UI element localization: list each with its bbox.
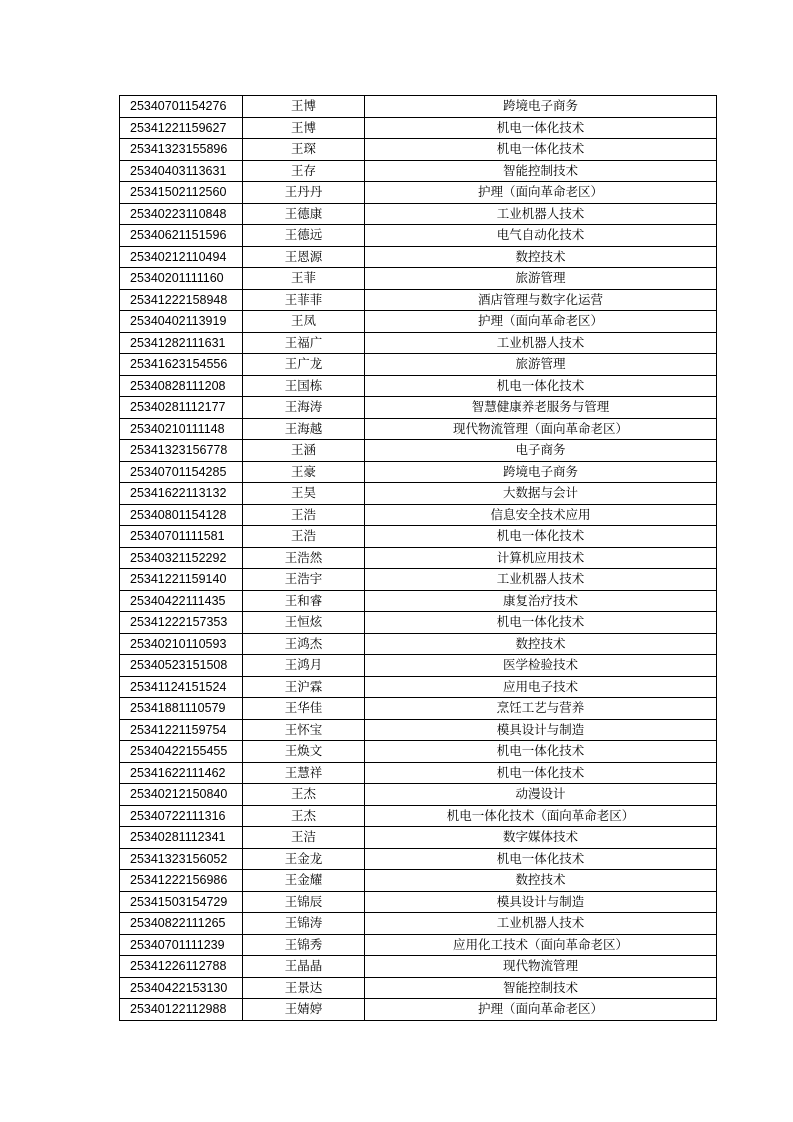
- major-cell: 机电一体化技术（面向革命老区）: [365, 805, 717, 827]
- major-cell: 数控技术: [365, 246, 717, 268]
- major-cell: 机电一体化技术: [365, 762, 717, 784]
- table-row: [120, 203, 717, 225]
- major-cell: 机电一体化技术: [365, 375, 717, 397]
- major-cell: 医学检验技术: [365, 655, 717, 677]
- student-name-cell: 王菲: [243, 268, 365, 290]
- student-id-cell: 25340403113631: [120, 160, 243, 182]
- student-id-cell: 25341881110579: [120, 698, 243, 720]
- major-cell: 康复治疗技术: [365, 590, 717, 612]
- student-name-cell: 王凤: [243, 311, 365, 333]
- student-name-cell: 王博: [243, 96, 365, 118]
- major-cell: 跨境电子商务: [365, 461, 717, 483]
- major-cell: 工业机器人技术: [365, 332, 717, 354]
- table-row: [120, 117, 717, 139]
- table-row: [120, 418, 717, 440]
- student-id-cell: 25340223110848: [120, 203, 243, 225]
- student-id-cell: 25340281112341: [120, 827, 243, 849]
- table-row: [120, 719, 717, 741]
- roster-table-body: [120, 96, 717, 1021]
- major-cell: 酒店管理与数字化运营: [365, 289, 717, 311]
- table-row: [120, 139, 717, 161]
- student-name-cell: 王怀宝: [243, 719, 365, 741]
- table-row: [120, 268, 717, 290]
- student-name-cell: 王昊: [243, 483, 365, 505]
- student-id-cell: 25340828111208: [120, 375, 243, 397]
- table-row: [120, 526, 717, 548]
- student-id-cell: 25341503154729: [120, 891, 243, 913]
- table-row: [120, 956, 717, 978]
- student-name-cell: 王浩: [243, 526, 365, 548]
- student-id-cell: 25340402113919: [120, 311, 243, 333]
- table-row: [120, 354, 717, 376]
- student-name-cell: 王德远: [243, 225, 365, 247]
- student-id-cell: 25340701154285: [120, 461, 243, 483]
- student-id-cell: 25341622111462: [120, 762, 243, 784]
- student-name-cell: 王浩: [243, 504, 365, 526]
- table-row: [120, 246, 717, 268]
- student-name-cell: 王福广: [243, 332, 365, 354]
- student-name-cell: 王海越: [243, 418, 365, 440]
- student-name-cell: 王国栋: [243, 375, 365, 397]
- major-cell: 智慧健康养老服务与管理: [365, 397, 717, 419]
- student-name-cell: 王华佳: [243, 698, 365, 720]
- major-cell: 机电一体化技术: [365, 741, 717, 763]
- student-name-cell: 王恒炫: [243, 612, 365, 634]
- student-id-cell: 25341222156986: [120, 870, 243, 892]
- table-row: [120, 762, 717, 784]
- table-row: [120, 289, 717, 311]
- table-row: [120, 784, 717, 806]
- table-row: [120, 676, 717, 698]
- major-cell: 电气自动化技术: [365, 225, 717, 247]
- student-name-cell: 王浩然: [243, 547, 365, 569]
- table-row: [120, 225, 717, 247]
- major-cell: 工业机器人技术: [365, 203, 717, 225]
- major-cell: 机电一体化技术: [365, 848, 717, 870]
- major-cell: 信息安全技术应用: [365, 504, 717, 526]
- student-name-cell: 王海涛: [243, 397, 365, 419]
- student-name-cell: 王沪霖: [243, 676, 365, 698]
- major-cell: 跨境电子商务: [365, 96, 717, 118]
- table-row: [120, 397, 717, 419]
- student-name-cell: 王菲菲: [243, 289, 365, 311]
- table-row: [120, 483, 717, 505]
- major-cell: 智能控制技术: [365, 160, 717, 182]
- student-name-cell: 王金龙: [243, 848, 365, 870]
- table-row: [120, 913, 717, 935]
- student-name-cell: 王博: [243, 117, 365, 139]
- roster-table: [119, 95, 717, 1021]
- table-row: [120, 977, 717, 999]
- student-id-cell: 25341282111631: [120, 332, 243, 354]
- major-cell: 护理（面向革命老区）: [365, 182, 717, 204]
- table-row: [120, 590, 717, 612]
- table-row: [120, 805, 717, 827]
- student-id-cell: 25340201111160: [120, 268, 243, 290]
- table-row: [120, 655, 717, 677]
- table-row: [120, 504, 717, 526]
- student-id-cell: 25340523151508: [120, 655, 243, 677]
- major-cell: 工业机器人技术: [365, 569, 717, 591]
- major-cell: 机电一体化技术: [365, 117, 717, 139]
- student-id-cell: 25341221159627: [120, 117, 243, 139]
- student-id-cell: 25340621151596: [120, 225, 243, 247]
- major-cell: 智能控制技术: [365, 977, 717, 999]
- table-row: [120, 569, 717, 591]
- major-cell: 旅游管理: [365, 268, 717, 290]
- major-cell: 动漫设计: [365, 784, 717, 806]
- student-name-cell: 王洁: [243, 827, 365, 849]
- student-id-cell: 25340212150840: [120, 784, 243, 806]
- student-name-cell: 王杰: [243, 784, 365, 806]
- major-cell: 数控技术: [365, 870, 717, 892]
- major-cell: 烹饪工艺与营养: [365, 698, 717, 720]
- table-row: [120, 999, 717, 1021]
- student-name-cell: 王景达: [243, 977, 365, 999]
- table-row: [120, 698, 717, 720]
- student-name-cell: 王存: [243, 160, 365, 182]
- student-name-cell: 王鸿杰: [243, 633, 365, 655]
- table-row: [120, 633, 717, 655]
- major-cell: 数控技术: [365, 633, 717, 655]
- student-id-cell: 25341222158948: [120, 289, 243, 311]
- student-name-cell: 王琛: [243, 139, 365, 161]
- student-id-cell: 25340422111435: [120, 590, 243, 612]
- student-id-cell: 25341221159754: [120, 719, 243, 741]
- major-cell: 现代物流管理（面向革命老区）: [365, 418, 717, 440]
- student-id-cell: 25340701154276: [120, 96, 243, 118]
- student-name-cell: 王锦秀: [243, 934, 365, 956]
- major-cell: 机电一体化技术: [365, 526, 717, 548]
- student-id-cell: 25340212110494: [120, 246, 243, 268]
- student-id-cell: 25341623154556: [120, 354, 243, 376]
- student-id-cell: 25340210111148: [120, 418, 243, 440]
- table-row: [120, 311, 717, 333]
- student-id-cell: 25341622113132: [120, 483, 243, 505]
- major-cell: 应用化工技术（面向革命老区）: [365, 934, 717, 956]
- student-id-cell: 25341323156052: [120, 848, 243, 870]
- table-row: [120, 375, 717, 397]
- major-cell: 现代物流管理: [365, 956, 717, 978]
- student-name-cell: 王金耀: [243, 870, 365, 892]
- student-name-cell: 王杰: [243, 805, 365, 827]
- table-row: [120, 612, 717, 634]
- table-row: [120, 870, 717, 892]
- major-cell: 大数据与会计: [365, 483, 717, 505]
- table-row: [120, 848, 717, 870]
- table-row: [120, 934, 717, 956]
- table-row: [120, 891, 717, 913]
- student-name-cell: 王锦涛: [243, 913, 365, 935]
- student-name-cell: 王广龙: [243, 354, 365, 376]
- table-row: [120, 332, 717, 354]
- student-id-cell: 25340701111239: [120, 934, 243, 956]
- student-name-cell: 王慧祥: [243, 762, 365, 784]
- student-name-cell: 王和睿: [243, 590, 365, 612]
- major-cell: 数字媒体技术: [365, 827, 717, 849]
- student-id-cell: 25341502112560: [120, 182, 243, 204]
- student-name-cell: 王晶晶: [243, 956, 365, 978]
- major-cell: 工业机器人技术: [365, 913, 717, 935]
- student-name-cell: 王锦辰: [243, 891, 365, 913]
- table-row: [120, 547, 717, 569]
- major-cell: 旅游管理: [365, 354, 717, 376]
- major-cell: 计算机应用技术: [365, 547, 717, 569]
- major-cell: 机电一体化技术: [365, 612, 717, 634]
- major-cell: 模具设计与制造: [365, 891, 717, 913]
- student-name-cell: 王浩宇: [243, 569, 365, 591]
- student-name-cell: 王鸿月: [243, 655, 365, 677]
- student-id-cell: 25340321152292: [120, 547, 243, 569]
- student-id-cell: 25341323156778: [120, 440, 243, 462]
- student-id-cell: 25340822111265: [120, 913, 243, 935]
- student-id-cell: 25340210110593: [120, 633, 243, 655]
- student-id-cell: 25340801154128: [120, 504, 243, 526]
- student-id-cell: 25340722111316: [120, 805, 243, 827]
- student-id-cell: 25341221159140: [120, 569, 243, 591]
- table-row: [120, 440, 717, 462]
- table-row: [120, 741, 717, 763]
- student-id-cell: 25341226112788: [120, 956, 243, 978]
- table-row: [120, 827, 717, 849]
- major-cell: 机电一体化技术: [365, 139, 717, 161]
- major-cell: 护理（面向革命老区）: [365, 311, 717, 333]
- student-id-cell: 25340701111581: [120, 526, 243, 548]
- student-id-cell: 25340122112988: [120, 999, 243, 1021]
- student-name-cell: 王德康: [243, 203, 365, 225]
- table-row: [120, 160, 717, 182]
- student-id-cell: 25340422155455: [120, 741, 243, 763]
- student-id-cell: 25341323155896: [120, 139, 243, 161]
- student-name-cell: 王婧婷: [243, 999, 365, 1021]
- student-name-cell: 王豪: [243, 461, 365, 483]
- major-cell: 电子商务: [365, 440, 717, 462]
- student-id-cell: 25341222157353: [120, 612, 243, 634]
- student-name-cell: 王焕文: [243, 741, 365, 763]
- table-row: [120, 182, 717, 204]
- student-name-cell: 王恩源: [243, 246, 365, 268]
- student-name-cell: 王丹丹: [243, 182, 365, 204]
- student-id-cell: 25340281112177: [120, 397, 243, 419]
- table-row: [120, 461, 717, 483]
- major-cell: 模具设计与制造: [365, 719, 717, 741]
- student-name-cell: 王涵: [243, 440, 365, 462]
- table-row: [120, 96, 717, 118]
- major-cell: 护理（面向革命老区）: [365, 999, 717, 1021]
- student-id-cell: 25340422153130: [120, 977, 243, 999]
- major-cell: 应用电子技术: [365, 676, 717, 698]
- student-id-cell: 25341124151524: [120, 676, 243, 698]
